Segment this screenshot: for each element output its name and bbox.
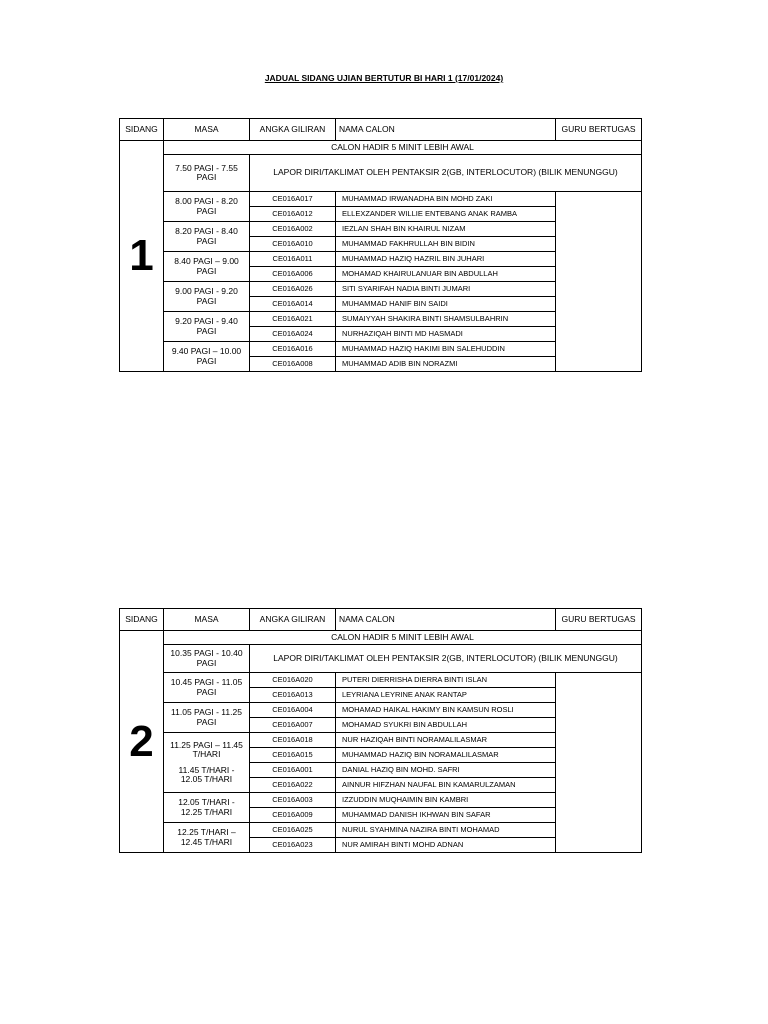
candidate-code: CE016A016 <box>250 342 336 357</box>
candidate-name: MOHAMAD HAIKAL HAKIMY BIN KAMSUN ROSLI <box>336 703 556 718</box>
header-guru-bertugas: GURU BERTUGAS <box>556 119 642 141</box>
candidate-name: NURHAZIQAH BINTI MD HASMADI <box>336 327 556 342</box>
briefing-time: 7.50 PAGI - 7.55 PAGI <box>164 155 250 192</box>
slot-time: 9.20 PAGI - 9.40 PAGI <box>164 312 250 342</box>
session-number: 1 <box>120 141 164 372</box>
briefing-text: LAPOR DIRI/TAKLIMAT OLEH PENTAKSIR 2(GB, INTERLOCUTOR) (BILIK MENUNGGU) <box>250 645 642 673</box>
candidate-name: MUHAMMAD IRWANADHA BIN MOHD ZAKI <box>336 192 556 207</box>
slot-time: 12.05 T/HARI - 12.25 T/HARI <box>164 793 250 823</box>
candidate-code: CE016A022 <box>250 778 336 793</box>
header-masa: MASA <box>164 609 250 631</box>
candidate-code: CE016A015 <box>250 748 336 763</box>
slot-time: 11.45 T/HARI - 12.05 T/HARI <box>178 764 235 784</box>
candidate-code: CE016A026 <box>250 282 336 297</box>
candidate-code: CE016A020 <box>250 673 336 688</box>
header-guru-bertugas: GURU BERTUGAS <box>556 609 642 631</box>
candidate-code: CE016A014 <box>250 297 336 312</box>
briefing-text: LAPOR DIRI/TAKLIMAT OLEH PENTAKSIR 2(GB, INTERLOCUTOR) (BILIK MENUNGGU) <box>250 155 642 192</box>
candidate-code: CE016A008 <box>250 357 336 372</box>
header-angka-giliran: ANGKA GILIRAN <box>250 119 336 141</box>
candidate-name: IZZUDDIN MUQHAIMIN BIN KAMBRI <box>336 793 556 808</box>
candidate-name: MUHAMMAD DANISH IKHWAN BIN SAFAR <box>336 808 556 823</box>
candidate-name: NURUL SYAHMINA NAZIRA BINTI MOHAMAD <box>336 823 556 838</box>
slot-time: 11.25 PAGI – 11.45 T/HARI <box>170 739 243 759</box>
candidate-code: CE016A011 <box>250 252 336 267</box>
candidate-code: CE016A007 <box>250 718 336 733</box>
candidate-code: CE016A023 <box>250 838 336 853</box>
candidate-name: MUHAMMAD HANIF BIN SAIDI <box>336 297 556 312</box>
candidate-code: CE016A018 <box>250 733 336 748</box>
candidate-code: CE016A003 <box>250 793 336 808</box>
candidate-name: ELLEXZANDER WILLIE ENTEBANG ANAK RAMBA <box>336 207 556 222</box>
candidate-name: SUMAIYYAH SHAKIRA BINTI SHAMSULBAHRIN <box>336 312 556 327</box>
candidate-name: LEYRIANA LEYRINE ANAK RANTAP <box>336 688 556 703</box>
candidate-name: PUTERI DIERRISHA DIERRA BINTI ISLAN <box>336 673 556 688</box>
candidate-name: MUHAMMAD HAZIQ BIN NORAMALILASMAR <box>336 748 556 763</box>
candidate-code: CE016A021 <box>250 312 336 327</box>
candidate-code: CE016A017 <box>250 192 336 207</box>
briefing-time: 10.35 PAGI - 10.40 PAGI <box>164 645 250 673</box>
slot-time: 10.45 PAGI - 11.05 PAGI <box>164 673 250 703</box>
candidate-name: MUHAMMAD HAZIQ HAKIMI BIN SALEHUDDIN <box>336 342 556 357</box>
candidate-name: AINNUR HIFZHAN NAUFAL BIN KAMARULZAMAN <box>336 778 556 793</box>
candidate-code: CE016A024 <box>250 327 336 342</box>
candidate-code: CE016A004 <box>250 703 336 718</box>
candidate-code: CE016A002 <box>250 222 336 237</box>
header-sidang: SIDANG <box>120 609 164 631</box>
candidate-name: NUR HAZIQAH BINTI NORAMALILASMAR <box>336 733 556 748</box>
candidate-code: CE016A001 <box>250 763 336 778</box>
page-title: JADUAL SIDANG UJIAN BERTUTUR BI HARI 1 (17/01/2024) <box>264 73 504 83</box>
slot-time: 8.20 PAGI - 8.40 PAGI <box>164 222 250 252</box>
header-nama-calon: NAMA CALON <box>336 609 556 631</box>
candidate-name: MOHAMAD KHAIRULANUAR BIN ABDULLAH <box>336 267 556 282</box>
candidate-name: MUHAMMAD HAZIQ HAZRIL BIN JUHARI <box>336 252 556 267</box>
slot-time-pair <box>164 733 250 793</box>
header-masa: MASA <box>164 119 250 141</box>
candidate-name: IEZLAN SHAH BIN KHAIRUL NIZAM <box>336 222 556 237</box>
guru-bertugas-cell <box>556 673 642 853</box>
header-angka-giliran: ANGKA GILIRAN <box>250 609 336 631</box>
header-nama-calon: NAMA CALON <box>336 119 556 141</box>
candidate-code: CE016A025 <box>250 823 336 838</box>
slot-time: 9.40 PAGI – 10.00 PAGI <box>164 342 250 372</box>
header-sidang: SIDANG <box>120 119 164 141</box>
candidate-name: MUHAMMAD ADIB BIN NORAZMI <box>336 357 556 372</box>
candidate-name: NUR AMIRAH BINTI MOHD ADNAN <box>336 838 556 853</box>
session-1-table <box>119 118 642 372</box>
notice-hadir: CALON HADIR 5 MINIT LEBIH AWAL <box>164 141 642 155</box>
guru-bertugas-cell <box>556 192 642 372</box>
slot-time: 12.25 T/HARI – 12.45 T/HARI <box>164 823 250 853</box>
candidate-code: CE016A009 <box>250 808 336 823</box>
candidate-code: CE016A013 <box>250 688 336 703</box>
candidate-name: SITI SYARIFAH NADIA BINTI JUMARI <box>336 282 556 297</box>
notice-hadir: CALON HADIR 5 MINIT LEBIH AWAL <box>164 631 642 645</box>
slot-time: 11.05 PAGI - 11.25 PAGI <box>164 703 250 733</box>
session-2-table <box>119 608 642 853</box>
candidate-code: CE016A006 <box>250 267 336 282</box>
slot-time: 8.00 PAGI - 8.20 PAGI <box>164 192 250 222</box>
candidate-name: DANIAL HAZIQ BIN MOHD. SAFRI <box>336 763 556 778</box>
slot-time: 8.40 PAGI – 9.00 PAGI <box>164 252 250 282</box>
slot-time: 9.00 PAGI - 9.20 PAGI <box>164 282 250 312</box>
candidate-code: CE016A010 <box>250 237 336 252</box>
session-number: 2 <box>120 631 164 853</box>
candidate-name: MOHAMAD SYUKRI BIN ABDULLAH <box>336 718 556 733</box>
candidate-code: CE016A012 <box>250 207 336 222</box>
candidate-name: MUHAMMAD FAKHRULLAH BIN BIDIN <box>336 237 556 252</box>
